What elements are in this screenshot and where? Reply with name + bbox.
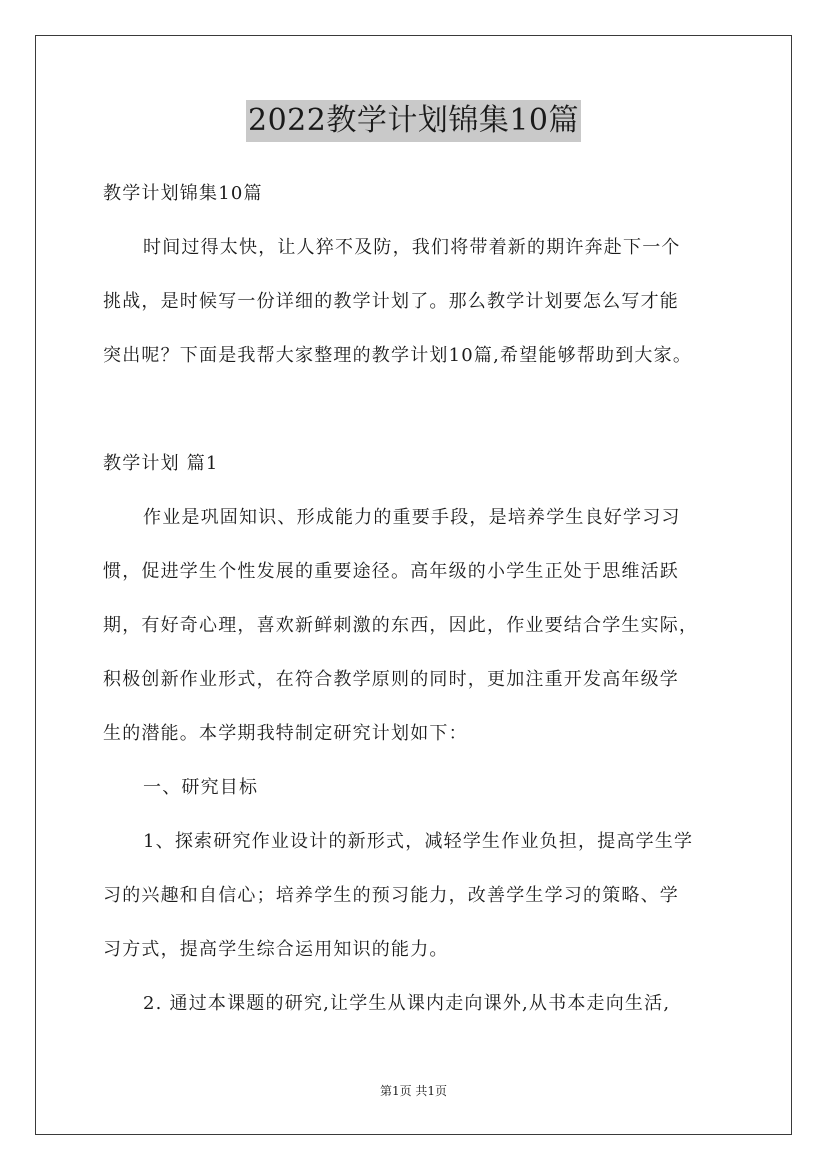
body-line-1: 作业是巩固知识、形成能力的重要手段，是培养学生良好学习习 [143, 507, 681, 528]
goal-line-3: 习方式，提高学生综合运用知识的能力。 [103, 939, 449, 960]
section-heading: 教学计划 篇1 [103, 453, 219, 474]
goal-line-2: 习的兴趣和自信心；培养学生的预习能力，改善学生学习的策略、学 [103, 885, 679, 906]
subheading: 一、研究目标 [143, 777, 259, 798]
body-line-5: 生的潜能。本学期我特制定研究计划如下： [103, 723, 468, 744]
body-line-4: 积极创新作业形式，在符合教学原则的同时，更加注重开发高年级学 [103, 669, 679, 690]
document-subtitle: 教学计划锦集10篇 [103, 183, 263, 204]
body-line-3: 期，有好奇心理，喜欢新鲜刺激的东西，因此，作业要结合学生实际， [103, 615, 699, 636]
goal-line-1: 1、探索研究作业设计的新形式，减轻学生作业负担，提高学生学 [143, 831, 694, 852]
body-line-2: 惯，促进学生个性发展的重要途径。高年级的小学生正处于思维活跃 [103, 561, 679, 582]
page-footer: 第1页 共1页 [379, 1084, 448, 1098]
title-wrap [0, 100, 827, 142]
document-title: 2022教学计划锦集10篇 [246, 100, 581, 142]
intro-line-3: 突出呢？下面是我帮大家整理的教学计划10篇,希望能够帮助到大家。 [103, 345, 693, 366]
goal-2-line: 2. 通过本课题的研究,让学生从课内走向课外,从书本走向生活, [143, 993, 671, 1014]
intro-line-2: 挑战，是时候写一份详细的教学计划了。那么教学计划要怎么写才能 [103, 291, 679, 312]
intro-line-1: 时间过得太快，让人猝不及防，我们将带着新的期许奔赴下一个 [143, 237, 681, 258]
